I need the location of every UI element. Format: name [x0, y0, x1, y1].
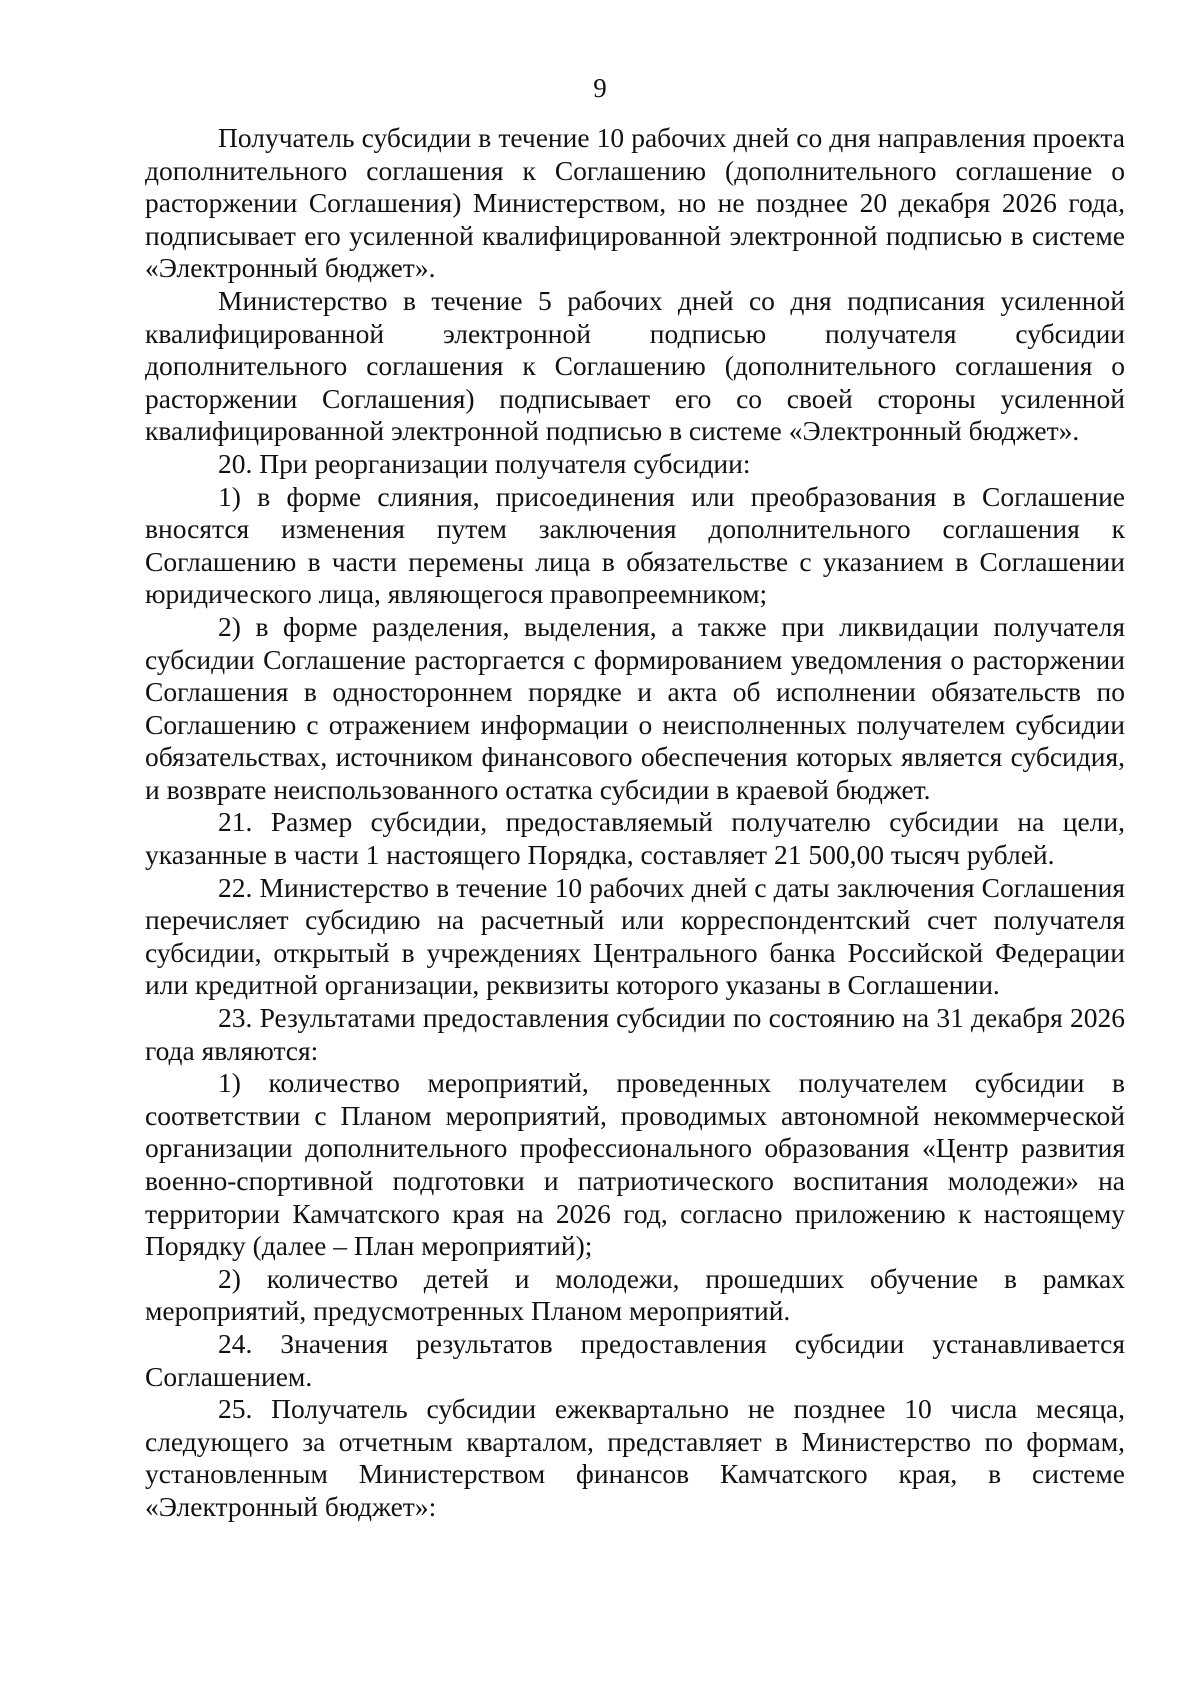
paragraph: 20. При реорганизации получателя субсидии: — [218, 447, 751, 479]
paragraph: 1) в форме слияния, присоединения или преобразования в Соглашение вносятся изменения путем заключения дополнительного соглашения к Соглашению в части перемены лица в обязательстве с указанием в Соглашении юридического лица, являющегося правопреемником; — [145, 480, 1125, 610]
paragraph: 2) количество детей и молодежи, прошедших обучение в рамках мероприятий, предусмотренных Планом мероприятий. — [145, 1262, 1125, 1327]
paragraph: 21. Размер субсидии, предоставляемый получателю субсидии на цели, указанные в части 1 настоящего Порядка, составляет 21 500,00 тысяч рублей. — [145, 806, 1125, 871]
document-body — [145, 122, 1125, 1524]
paragraph: 2) в форме разделения, выделения, а также при ликвидации получателя субсидии Соглашение расторгается с формированием уведомления о расторжении Соглашения в одностороннем порядке и акта об исполнении обязательств по Соглашению с отражением информации о неисполненных получателем субсидии обязательствах, источником финансового обеспечения которых является субсидия, и возврате неиспользованного остатка субсидии в краевой бюджет. — [145, 610, 1125, 805]
paragraph: 22. Министерство в течение 10 рабочих дней с даты заключения Соглашения перечисляет субсидию на расчетный или корреспондентский счет получателя субсидии, открытый в учреждениях Центрального банка Российской Федерации или кредитной организации, реквизиты которого указаны в Соглашении. — [145, 871, 1125, 1001]
paragraph: 25. Получатель субсидии ежеквартально не позднее 10 числа месяца, следующего за отчетным кварталом, представляет в Министерство по формам, установленным Министерством финансов Камчатского края, в системе «Электронный бюджет»: — [145, 1393, 1125, 1522]
paragraph: Министерство в течение 5 рабочих дней со дня подписания усиленной квалифицированной электронной подписью получателя субсидии дополнительного соглашения к Соглашению (дополнительного соглашения о расторжении Соглашения) подписывает его со своей стороны усиленной квалифицированной электронной подписью в системе «Электронный бюджет». — [145, 284, 1125, 447]
paragraph: 24. Значения результатов предоставления субсидии устанавливается Соглашением. — [145, 1327, 1125, 1392]
paragraph: Получатель субсидии в течение 10 рабочих дней со дня направления проекта дополнительного соглашения к Соглашению (дополнительного соглашение о расторжении Соглашения) Министерством, но не позднее 20 декабря 2026 года, подписывает его усиленной квалифицированной электронной подписью в системе «Электронный бюджет». — [145, 122, 1125, 284]
paragraph: 1) количество мероприятий, проведенных получателем субсидии в соответствии с Планом мероприятий, проводимых автономной некоммерческой организации дополнительного профессионального образования «Центр развития военно-спортивной подготовки и патриотического воспитания молодежи» на территории Камчатского края на 2026 год, согласно приложению к настоящему Порядку (далее – План мероприятий); — [145, 1067, 1125, 1262]
paragraph: 23. Результатами предоставления субсидии по состоянию на 31 декабря 2026 года являются: — [145, 1002, 1125, 1066]
page-number: 9 — [593, 73, 607, 103]
